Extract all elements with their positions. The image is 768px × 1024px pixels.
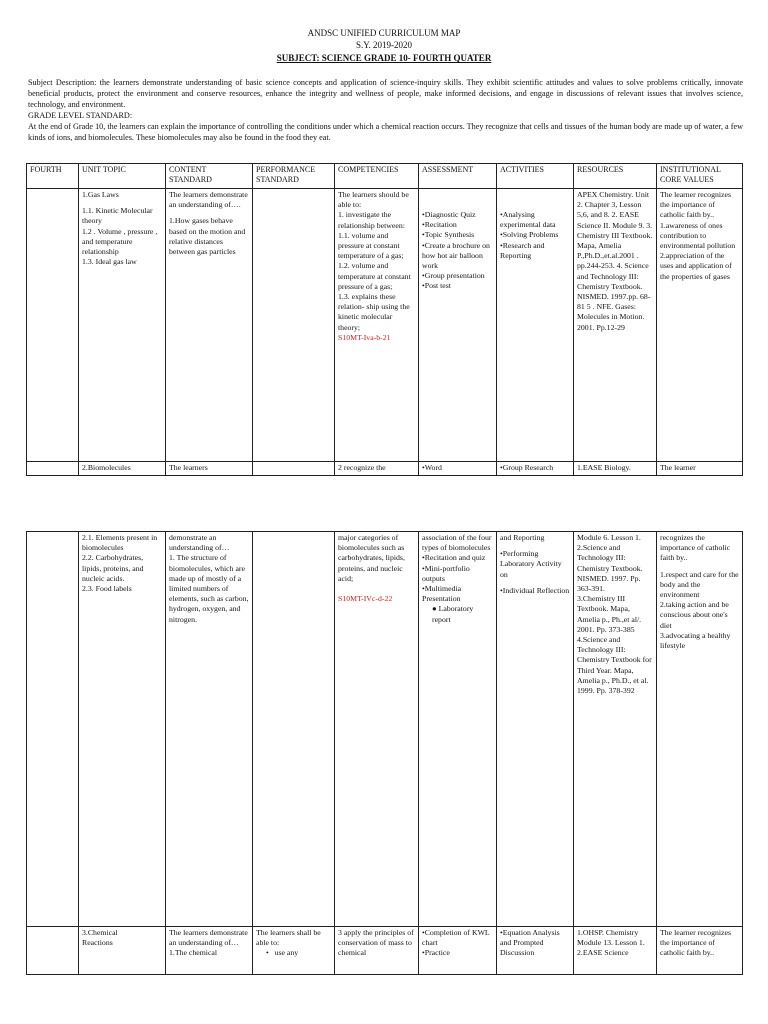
assessment-cell: •Diagnostic Quiz •Recitation •Topic Synthesis •Create a brochure on how hot air balloon work •Group presentation •Post test	[419, 189, 497, 462]
content-standard-cell: The learners	[166, 462, 253, 476]
col-header-core-values: INSTITUTIONAL CORE VALUES	[657, 164, 743, 189]
core-values-cell: The learner recognizes the importance of catholic faith by.. 1.awareness of ones contribution to environmental pollution 2.appreciation of the uses and application of the properties of gases	[657, 189, 743, 462]
competencies-cell: major categories of biomolecules such as carbohydrates, lipids, proteins, and nucleic acid; S10MT-IVc-d-22	[335, 532, 419, 927]
competency-code: S10MT-IVc-d-22	[338, 594, 393, 604]
core-values-cell: The learner	[657, 462, 743, 476]
col-header-quarter: FOURTH	[27, 164, 79, 189]
doc-title: ANDSC UNIFIED CURRICULUM MAP	[307, 28, 461, 38]
unit-topic-cell: 1.Gas Laws 1.1. Kinetic Molecular theory 1.2 . Volume , pressure , and temperature relationship 1.3. Ideal gas law	[79, 189, 166, 462]
activities-cell: •Equation Analysis and Prompted Discussion	[497, 927, 574, 975]
curriculum-table-page2	[26, 531, 743, 975]
competency-code: S10MT-Iva-b-21	[338, 332, 391, 342]
school-year: S.Y. 2019-2020	[355, 40, 413, 50]
performance-standard-cell: The learners shall be able to: • use any	[253, 927, 335, 975]
col-header-competencies: COMPETENCIES	[335, 164, 419, 189]
activities-cell: and Reporting •Performing Laboratory Activity on •Individual Reflection	[497, 532, 574, 927]
unit-topic-cell: 2.1. Elements present in biomolecules 2.2. Carbohydrates, lipids, proteins, and nucleic acids. 2.3. Food labels	[79, 532, 166, 927]
quarter-cell	[27, 532, 79, 927]
table-row	[27, 189, 743, 462]
assessment-cell: •Word	[419, 462, 497, 476]
col-header-assessment: ASSESSMENT	[419, 164, 497, 189]
col-header-content-standard: CONTENT STANDARD	[166, 164, 253, 189]
col-header-unit-topic: UNIT TOPIC	[79, 164, 166, 189]
col-header-resources: RESOURCES	[574, 164, 657, 189]
list-item: ● Laboratory report	[432, 604, 474, 624]
content-standard-cell: The learners demonstrate an understanding of…. 1.How gases behave based on the motion and relative distances between gas particles	[166, 189, 253, 462]
resources-cell: 1.EASE Biology.	[574, 462, 657, 476]
assessment-cell: •Completion of KWL chart •Practice	[419, 927, 497, 975]
col-header-performance-standard: PERFORMANCE STANDARD	[253, 164, 335, 189]
competencies-cell: The learners should be able to: 1. investigate the relationship between: 1.1. volume and pressure at constant temperature of a gas; 1.2. volume and temperature at constant pressure of a gas; 1.3. explains these relation- ship using the kinetic molecular theory; S10MT-Iva-b-21	[335, 189, 419, 462]
table-header-row	[27, 164, 743, 189]
col-header-activities: ACTIVITIES	[497, 164, 574, 189]
unit-topic-cell: 2.Biomolecules	[79, 462, 166, 476]
core-values-cell: The learner recognizes the importance of catholic faith by..	[657, 927, 743, 975]
core-values-cell: recognizes the importance of catholic faith by.. 1.respect and care for the body and the environment 2.taking action and be conscious about one's diet 3.advocating a healthy lifestyle	[657, 532, 743, 927]
grade-level-text: At the end of Grade 10, the learners can explain the importance of controlling the conditions under which a chemical reaction occurs. They recognize that cells and tissues of the human body are made up of water, a few kinds of ions, and biomolecules. These biomolecules may also be found in the food they eat.	[28, 122, 743, 142]
quarter-cell	[27, 189, 79, 462]
resources-cell: 1.OHSP. Chemistry Module 13. Lesson 1. 2.EASE Science	[574, 927, 657, 975]
unit-topic-cell: 3.Chemical Reactions	[79, 927, 166, 975]
subject-description: Subject Description: the learners demonstrate understanding of basic science concepts and application of science-inquiry skills. They exhibit scientific attitudes and values to solve problems critically, innovate beneficial products, protect the environment and conserve resources, enhance the integrity and wellness of people, make informed decisions, and engage in discussions of relevant issues that involves science, technology, and environment.	[28, 78, 743, 109]
grade-level-label: GRADE LEVEL STANDARD:	[28, 111, 133, 120]
description-block	[28, 77, 743, 143]
activities-cell: •Analysing experimental data •Solving Problems •Research and Reporting	[497, 189, 574, 462]
resources-cell: APEX Chemistry. Unit 2. Chapter 3, Lesson 5,6, and 8. 2. EASE Science II. Module 9. 3. Chemistry III Textbook. Mapa, Amelia P.,Ph.D.,et.al.2001 . pp.244-253. 4. Science and Technology III: Chemistry Textbook. NISMED. 1997.pp. 68-81 5 . NFE. Gases: Molecules in Motion. 2001. Pp.12-29	[574, 189, 657, 462]
competencies-cell: 2 recognize the	[335, 462, 419, 476]
subject-title: SUBJECT: SCIENCE GRADE 10- FOURTH QUATER	[276, 53, 492, 63]
assessment-cell: association of the four types of biomolecules •Recitation and quiz •Mini-portfolio outputs •Multimedia Presentation ● Laboratory report	[419, 532, 497, 927]
resources-cell: Module 6. Lesson 1. 2.Science and Technology III: Chemistry Textbook. NISMED. 1997. Pp. 363-391. 3.Chemistry III Textbook. Mapa, Amelia p., Ph.,et al/. 2001. Pp. 373-385 4.Science and Technology III: Chemistry Textbook for Third Year. Mapa, Amelia p., Ph.D., et al. 1999. Pp. 378-392	[574, 532, 657, 927]
performance-standard-cell	[253, 189, 335, 462]
table-row	[27, 462, 743, 476]
competencies-cell: 3 apply the principles of conservation of mass to chemical	[335, 927, 419, 975]
content-standard-cell: The learners demonstrate an understanding of… 1.The chemical	[166, 927, 253, 975]
content-standard-cell: demonstrate an understanding of… 1. The structure of biomolecules, which are made up of mostly of a limited numbers of elements, such as carbon, hydrogen, oxygen, and nitrogen.	[166, 532, 253, 927]
table-row	[27, 532, 743, 927]
activities-cell: •Group Research	[497, 462, 574, 476]
performance-standard-cell	[253, 532, 335, 927]
curriculum-table-page1	[26, 163, 743, 476]
table-row	[27, 927, 743, 975]
